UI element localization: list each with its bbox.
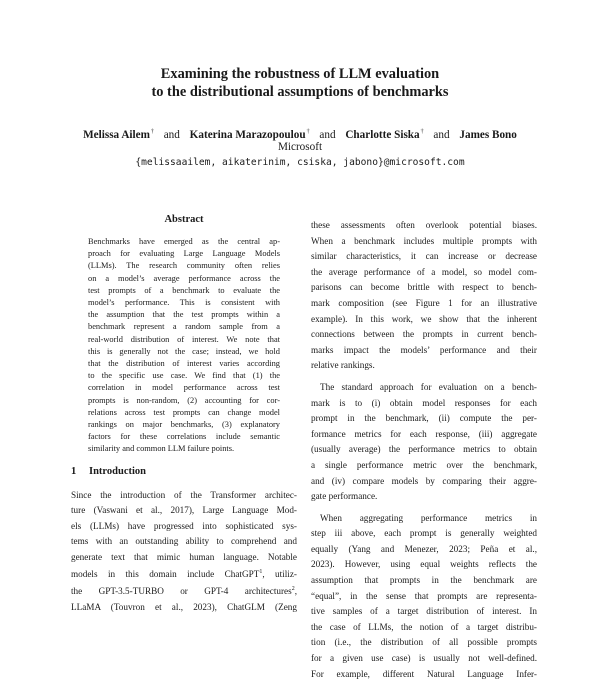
text-line: step iii above, each prompt is generally weighted bbox=[311, 528, 537, 539]
text-line: rankings on major benchmarks, (3) explanatory bbox=[88, 420, 280, 430]
text-line: When aggregating performance metrics in bbox=[320, 512, 537, 523]
footnote-mark: 2 bbox=[291, 586, 295, 593]
text-line: Benchmarks have emerged as the central ap- bbox=[88, 237, 280, 246]
text-line: prompts is non-random, (2) accounting for cor- bbox=[88, 395, 280, 405]
text-line: assumption that prompts in the benchmark are bbox=[311, 575, 537, 586]
author-name: Melissa Ailem bbox=[83, 129, 150, 141]
footnote-mark: 1 bbox=[259, 569, 263, 576]
author-name: James Bono bbox=[459, 129, 517, 141]
text-line: for a given use case) is usually not well-defined. bbox=[311, 653, 537, 664]
text-line: The standard approach for evaluation on a bench- bbox=[320, 381, 537, 392]
text-line: (usually average) the performance metrics to obtain bbox=[311, 444, 537, 455]
text-line: 2023). However, using equal weights reflects the bbox=[311, 559, 537, 570]
text-line: that the distribution of interest varies according bbox=[88, 359, 280, 369]
text-line: For example, different Natural Language Infer- bbox=[311, 668, 537, 679]
text-line: relative rankings. bbox=[311, 360, 375, 371]
text-line: the assumption that the test prompts within a bbox=[88, 310, 280, 320]
text-line: gate performance. bbox=[311, 491, 378, 502]
text-line: marks impact the models’ performance and their bbox=[311, 344, 537, 355]
text-line: factors for these correlations include semantic bbox=[88, 432, 280, 442]
text-line: relations across test prompts can change model bbox=[88, 407, 280, 417]
text-line: formance metrics for each response, (iii) aggregate bbox=[311, 428, 537, 439]
text-line: model’s performance. This is consistent with bbox=[88, 298, 280, 308]
text-line: equally (Yang and Menezer, 2023; Peña et al., bbox=[311, 543, 537, 554]
text-line: LLaMA (Touvron et al., 2023), ChatGLM (Zeng bbox=[71, 601, 297, 612]
text-line: the case of LLMs, the notion of a target distribu- bbox=[311, 621, 537, 632]
introduction-body bbox=[71, 488, 297, 615]
text-line bbox=[71, 565, 297, 582]
author-separator: and bbox=[433, 129, 450, 141]
text-line: correlation in model performance across test bbox=[88, 383, 280, 393]
text-fragment: models in this domain include ChatGPT bbox=[71, 569, 260, 580]
section-number: 1 bbox=[71, 466, 77, 477]
text-fragment: , utiliz- bbox=[262, 569, 297, 580]
affiliation: Microsoft bbox=[277, 141, 323, 153]
text-line: on a model’s average performance across the bbox=[88, 273, 280, 283]
author-mark: † bbox=[150, 129, 154, 135]
text-line bbox=[71, 582, 297, 599]
text-line: tion (i.e., the distribution of all possible prompts bbox=[311, 637, 537, 648]
text-line: similar characteristics, it can increase or decrease bbox=[311, 251, 537, 262]
paper-title-line: Examining the robustness of LLM evaluation bbox=[160, 66, 440, 82]
paper-title-line: to the distributional assumptions of benchmarks bbox=[151, 83, 449, 100]
text-line: ture (Vaswani et al., 2017), Large Language Mod- bbox=[71, 505, 297, 516]
author-name: Charlotte Siska bbox=[345, 129, 420, 141]
text-line: prompt in the benchmark, (ii) compute the per- bbox=[311, 413, 537, 424]
text-line: (LLMs). The research community often relies bbox=[88, 261, 280, 271]
paragraph bbox=[311, 218, 537, 374]
author-mark: † bbox=[306, 129, 310, 135]
text-line: mark composition (see Figure 1 for an illustrative bbox=[311, 297, 537, 308]
author-mark: † bbox=[420, 129, 424, 135]
text-line: these assessments often overlook potential biases. bbox=[311, 220, 537, 230]
text-line: real-world distribution of interest. We note that bbox=[88, 334, 280, 344]
text-line: generate text that mimic human language. Notable bbox=[71, 551, 297, 562]
text-line: mark is to (i) obtain model responses for each bbox=[311, 397, 537, 408]
text-line: parisons can become brittle with respect to bench- bbox=[311, 282, 537, 293]
section-heading-introduction bbox=[71, 465, 146, 478]
paper-title bbox=[0, 66, 600, 101]
text-line: When a benchmark includes multiple prompts with bbox=[311, 235, 537, 246]
text-line: benchmark represent a random sample from a bbox=[88, 322, 280, 332]
text-fragment: , bbox=[294, 586, 297, 597]
text-line: similarity and common LLM failure points. bbox=[88, 444, 235, 454]
text-line: els (LLMs) have progressed into sophisticated sys- bbox=[71, 520, 297, 531]
paragraph bbox=[311, 511, 537, 682]
author-separator: and bbox=[163, 129, 180, 141]
abstract-body bbox=[88, 236, 280, 456]
text-line: the average performance of a model, so model com- bbox=[311, 266, 537, 277]
text-line: to the specific use case. We find that (1) the bbox=[88, 371, 280, 381]
author-separator: and bbox=[319, 129, 336, 141]
text-line: a single performance metric over the benchmark, bbox=[311, 459, 537, 470]
text-line: proach for evaluating Large Language Models bbox=[88, 249, 280, 259]
paragraph bbox=[311, 380, 537, 505]
text-line: Since the introduction of the Transformer architec- bbox=[71, 490, 297, 500]
text-line: tems with an outstanding ability to comprehend and bbox=[71, 536, 297, 547]
author-emails: {melissaailem, aikaterinim, csiska, jabono}@microsoft.com bbox=[135, 157, 465, 168]
right-column bbox=[311, 218, 537, 682]
text-line: this is generally not the case; instead, we hold bbox=[88, 346, 280, 356]
abstract-heading: Abstract bbox=[164, 214, 204, 225]
text-line: “equal”, in the sense that prompts are representa- bbox=[311, 590, 537, 601]
text-line: test prompts of a benchmark to evaluate the bbox=[88, 285, 280, 295]
section-title: Introduction bbox=[89, 466, 146, 477]
text-fragment: the GPT-3.5-TURBO or GPT-4 architectures bbox=[71, 586, 292, 597]
text-line: connections between the prompts in current bench- bbox=[311, 329, 537, 340]
text-line: tive samples of a target distribution of interest. In bbox=[311, 606, 537, 617]
author-name: Katerina Marazopoulou bbox=[189, 129, 306, 141]
text-line: example). In this work, we show that the inherent bbox=[311, 313, 537, 324]
text-line: and (iv) compare models by comparing their aggre- bbox=[311, 475, 537, 486]
